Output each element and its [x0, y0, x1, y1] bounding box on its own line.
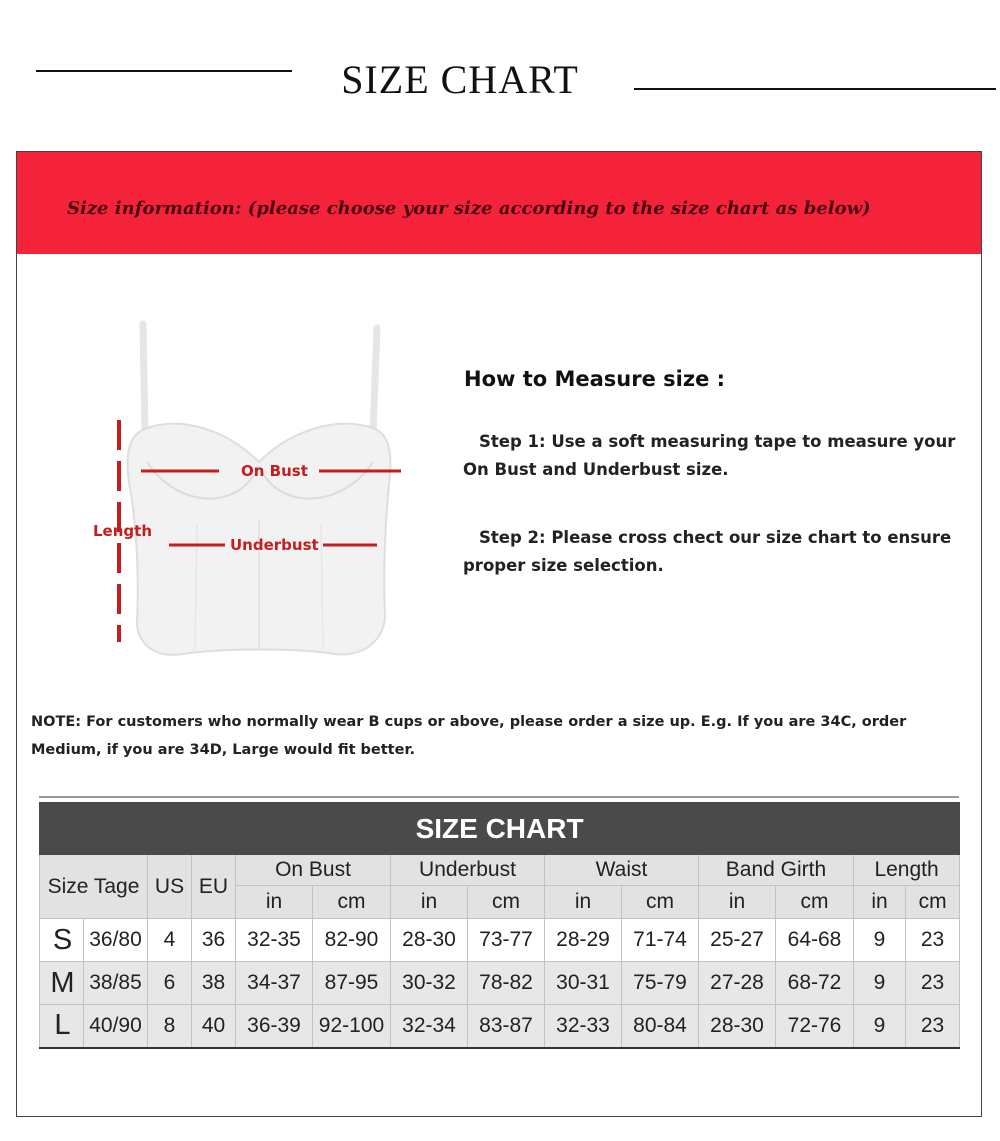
value-cell: 28-30: [699, 1005, 776, 1048]
value-cell: 23: [906, 962, 960, 1005]
size-tage-cell: 40/90: [84, 1005, 148, 1048]
value-cell: 32-33: [545, 1005, 622, 1048]
value-cell: 9: [854, 1005, 906, 1048]
value-cell: 32-34: [391, 1005, 468, 1048]
size-tage-cell: 38/85: [84, 962, 148, 1005]
banner-text: Size information: (please choose your size according to the size chart as below): [67, 198, 871, 219]
value-cell: 83-87: [468, 1005, 545, 1048]
unit-cell: in: [236, 886, 313, 919]
length-label: Length: [93, 522, 152, 540]
table-top-rule: [39, 796, 959, 798]
unit-cell: cm: [776, 886, 854, 919]
value-cell: 32-35: [236, 919, 313, 962]
value-cell: 23: [906, 919, 960, 962]
header-us: US: [148, 855, 192, 919]
header-line-right: [634, 88, 996, 90]
unit-cell: in: [391, 886, 468, 919]
value-cell: 64-68: [776, 919, 854, 962]
value-cell: 9: [854, 962, 906, 1005]
value-cell: 72-76: [776, 1005, 854, 1048]
value-cell: 75-79: [622, 962, 699, 1005]
size-table: [39, 802, 960, 1049]
table-row: [40, 962, 960, 1005]
eu-cell: 40: [192, 1005, 236, 1048]
header-on-bust: On Bust: [236, 855, 391, 886]
us-cell: 6: [148, 962, 192, 1005]
value-cell: 87-95: [313, 962, 391, 1005]
table-row: [40, 1005, 960, 1048]
unit-cell: cm: [313, 886, 391, 919]
unit-cell: in: [699, 886, 776, 919]
eu-cell: 38: [192, 962, 236, 1005]
table-row: [40, 919, 960, 962]
size-note: NOTE: For customers who normally wear B cups or above, please order a size up. E.g. If you are 34C, order Medium, if you are 34D, Large would fit better.: [31, 714, 907, 758]
value-cell: 73-77: [468, 919, 545, 962]
table-title: SIZE CHART: [40, 803, 960, 855]
header-size-tage: Size Tage: [40, 855, 148, 919]
value-cell: 30-32: [391, 962, 468, 1005]
unit-cell: cm: [906, 886, 960, 919]
value-cell: 27-28: [699, 962, 776, 1005]
size-info-card: [16, 151, 982, 1117]
unit-cell: in: [545, 886, 622, 919]
unit-cell: in: [854, 886, 906, 919]
on-bust-label: On Bust: [241, 462, 308, 480]
us-cell: 8: [148, 1005, 192, 1048]
header-eu: EU: [192, 855, 236, 919]
unit-cell: cm: [468, 886, 545, 919]
page-title: SIZE CHART: [341, 57, 579, 102]
step-1-content: Step 1: Use a soft measuring tape to measure your On Bust and Underbust size.: [463, 432, 956, 479]
eu-cell: 36: [192, 919, 236, 962]
value-cell: 80-84: [622, 1005, 699, 1048]
value-cell: 25-27: [699, 919, 776, 962]
bustier-top-diagram: [67, 312, 407, 672]
value-cell: 9: [854, 919, 906, 962]
header-length: Length: [854, 855, 960, 886]
measure-title: How to Measure size :: [464, 367, 726, 391]
value-cell: 34-37: [236, 962, 313, 1005]
header-band-girth: Band Girth: [699, 855, 854, 886]
step-1-text: [463, 428, 963, 484]
us-cell: 4: [148, 919, 192, 962]
value-cell: 92-100: [313, 1005, 391, 1048]
underbust-label: Underbust: [230, 536, 319, 554]
step-2-content: Step 2: Please cross chect our size chart to ensure proper size selection.: [463, 528, 952, 575]
header-waist: Waist: [545, 855, 699, 886]
value-cell: 30-31: [545, 962, 622, 1005]
value-cell: 28-29: [545, 919, 622, 962]
size-letter: L: [40, 1005, 84, 1048]
size-letter: M: [40, 962, 84, 1005]
unit-cell: cm: [622, 886, 699, 919]
step-2-text: [463, 524, 963, 580]
size-info-banner: [17, 152, 981, 254]
size-tage-cell: 36/80: [84, 919, 148, 962]
value-cell: 28-30: [391, 919, 468, 962]
value-cell: 36-39: [236, 1005, 313, 1048]
header-underbust: Underbust: [391, 855, 545, 886]
value-cell: 68-72: [776, 962, 854, 1005]
value-cell: 78-82: [468, 962, 545, 1005]
value-cell: 82-90: [313, 919, 391, 962]
value-cell: 71-74: [622, 919, 699, 962]
garment-figure: [67, 312, 407, 672]
value-cell: 23: [906, 1005, 960, 1048]
header-line-left: [36, 70, 292, 72]
size-letter: S: [40, 919, 84, 962]
